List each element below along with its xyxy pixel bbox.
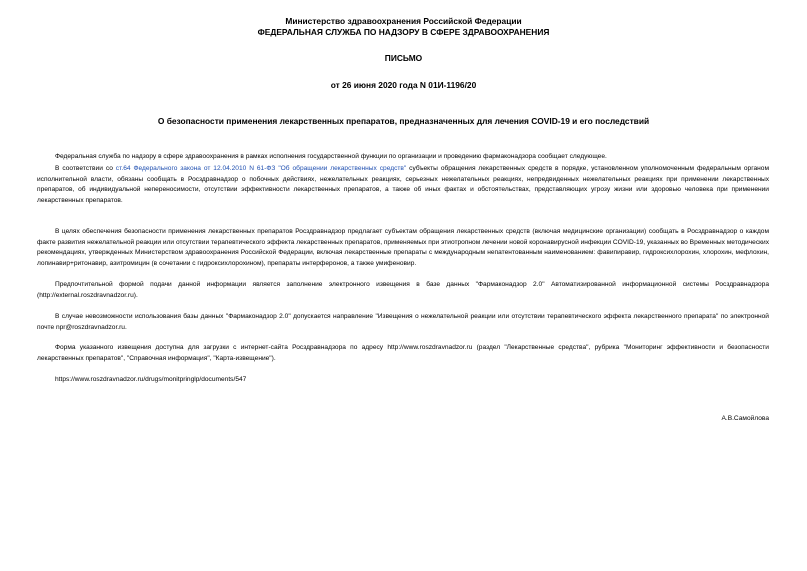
ministry-heading: Министерство здравоохранения Российской Федерации	[285, 16, 522, 26]
paragraph-covid-drugs: В целях обеспечения безопасности применения лекарственных препаратов Росздравнадзор предлагает субъектам обращения лекарственных средств (включая медицинские организации) сообщать в Росздравнадзор о каждом факте развития нежелательной реакции или отсутствии терапевтического эффекта лекарственных препаратов, применяемых при этиотропном лечении новой коронавирусной инфекции COVID-19, указанных во Временных методических рекомендациях, утвержденных Министерством здравоохранения Российской Федерации, включая лекарственные препараты с международным непатентованным наименованием: фавипиравир, гидроксихлорохин, хлорохин, мефлохин, лопинавир+ритонавир, азитромицин (в сочетании с гидроксихлорохином), препараты интерферонов, а также умифеновир.	[37, 228, 769, 267]
law-link[interactable]: ст.64 Федерального закона от 12.04.2010 N 61-ФЗ "Об обращении лекарственных средств"	[115, 165, 407, 172]
paragraph-law	[37, 164, 769, 206]
paragraph-preferred-form: Предпочтительной формой подачи данной информации является заполнение электронного извещения в базе данных "Фармаконадзор 2.0" Автоматизированной информационной системы Росздравнадзора (http://external.roszdravnadzor.ru).	[37, 281, 769, 299]
paragraph-law-body: субъекты обращения лекарственных средств в порядке, установленном уполномоченным федеральным органом исполнительной власти, обязаны сообщать в Росздравнадзор о побочных действиях, нежелательных реакциях, серьезных нежелательных реакциях, непредвиденных нежелательных реакциях при применении лекарственных препаратов, об индивидуальной непереносимости, отсутствии эффективности лекарственных препаратов, а также об иных фактах и обстоятельствах, представляющих угрозу жизни или здоровью человека при применении лекарственных препаратов.	[37, 165, 769, 204]
date-number-heading: от 26 июня 2020 года N 01И-1196/20	[330, 80, 477, 90]
signature: А.В.Самойлова	[721, 415, 769, 422]
source-url: https://www.roszdravnadzor.ru/drugs/monitpringlp/documents/547	[55, 376, 247, 383]
paragraph-law-lead: В соответствии со	[55, 165, 116, 172]
document-title: О безопасности применения лекарственных препаратов, предназначенных для лечения COVID-19 и его последствий	[157, 116, 650, 126]
doc-type-heading: ПИСЬМО	[384, 53, 423, 63]
paragraph-download-form: Форма указанного извещения доступна для загрузки с интернет-сайта Росздравнадзора по адресу http://www.roszdravnadzor.ru (раздел "Лекарственные средства", рубрика "Мониторинг эффективности и безопасности лекарственных препаратов", "Справочная информация", "Карта-извещение").	[37, 344, 769, 362]
paragraph-email: В случае невозможности использования базы данных "Фармаконадзор 2.0" допускается направление "Извещения о нежелательной реакции или отсутствии терапевтического эффекта лекарственного препарата" по электронной почте npr@roszdravnadzor.ru.	[37, 313, 769, 331]
paragraph-intro: Федеральная служба по надзору в сфере здравоохранения в рамках исполнения государственной функции по организации и проведению фармаконадзора сообщает следующее.	[55, 153, 607, 160]
service-heading: ФЕДЕРАЛЬНАЯ СЛУЖБА ПО НАДЗОРУ В СФЕРЕ ЗДРАВООХРАНЕНИЯ	[257, 27, 550, 37]
